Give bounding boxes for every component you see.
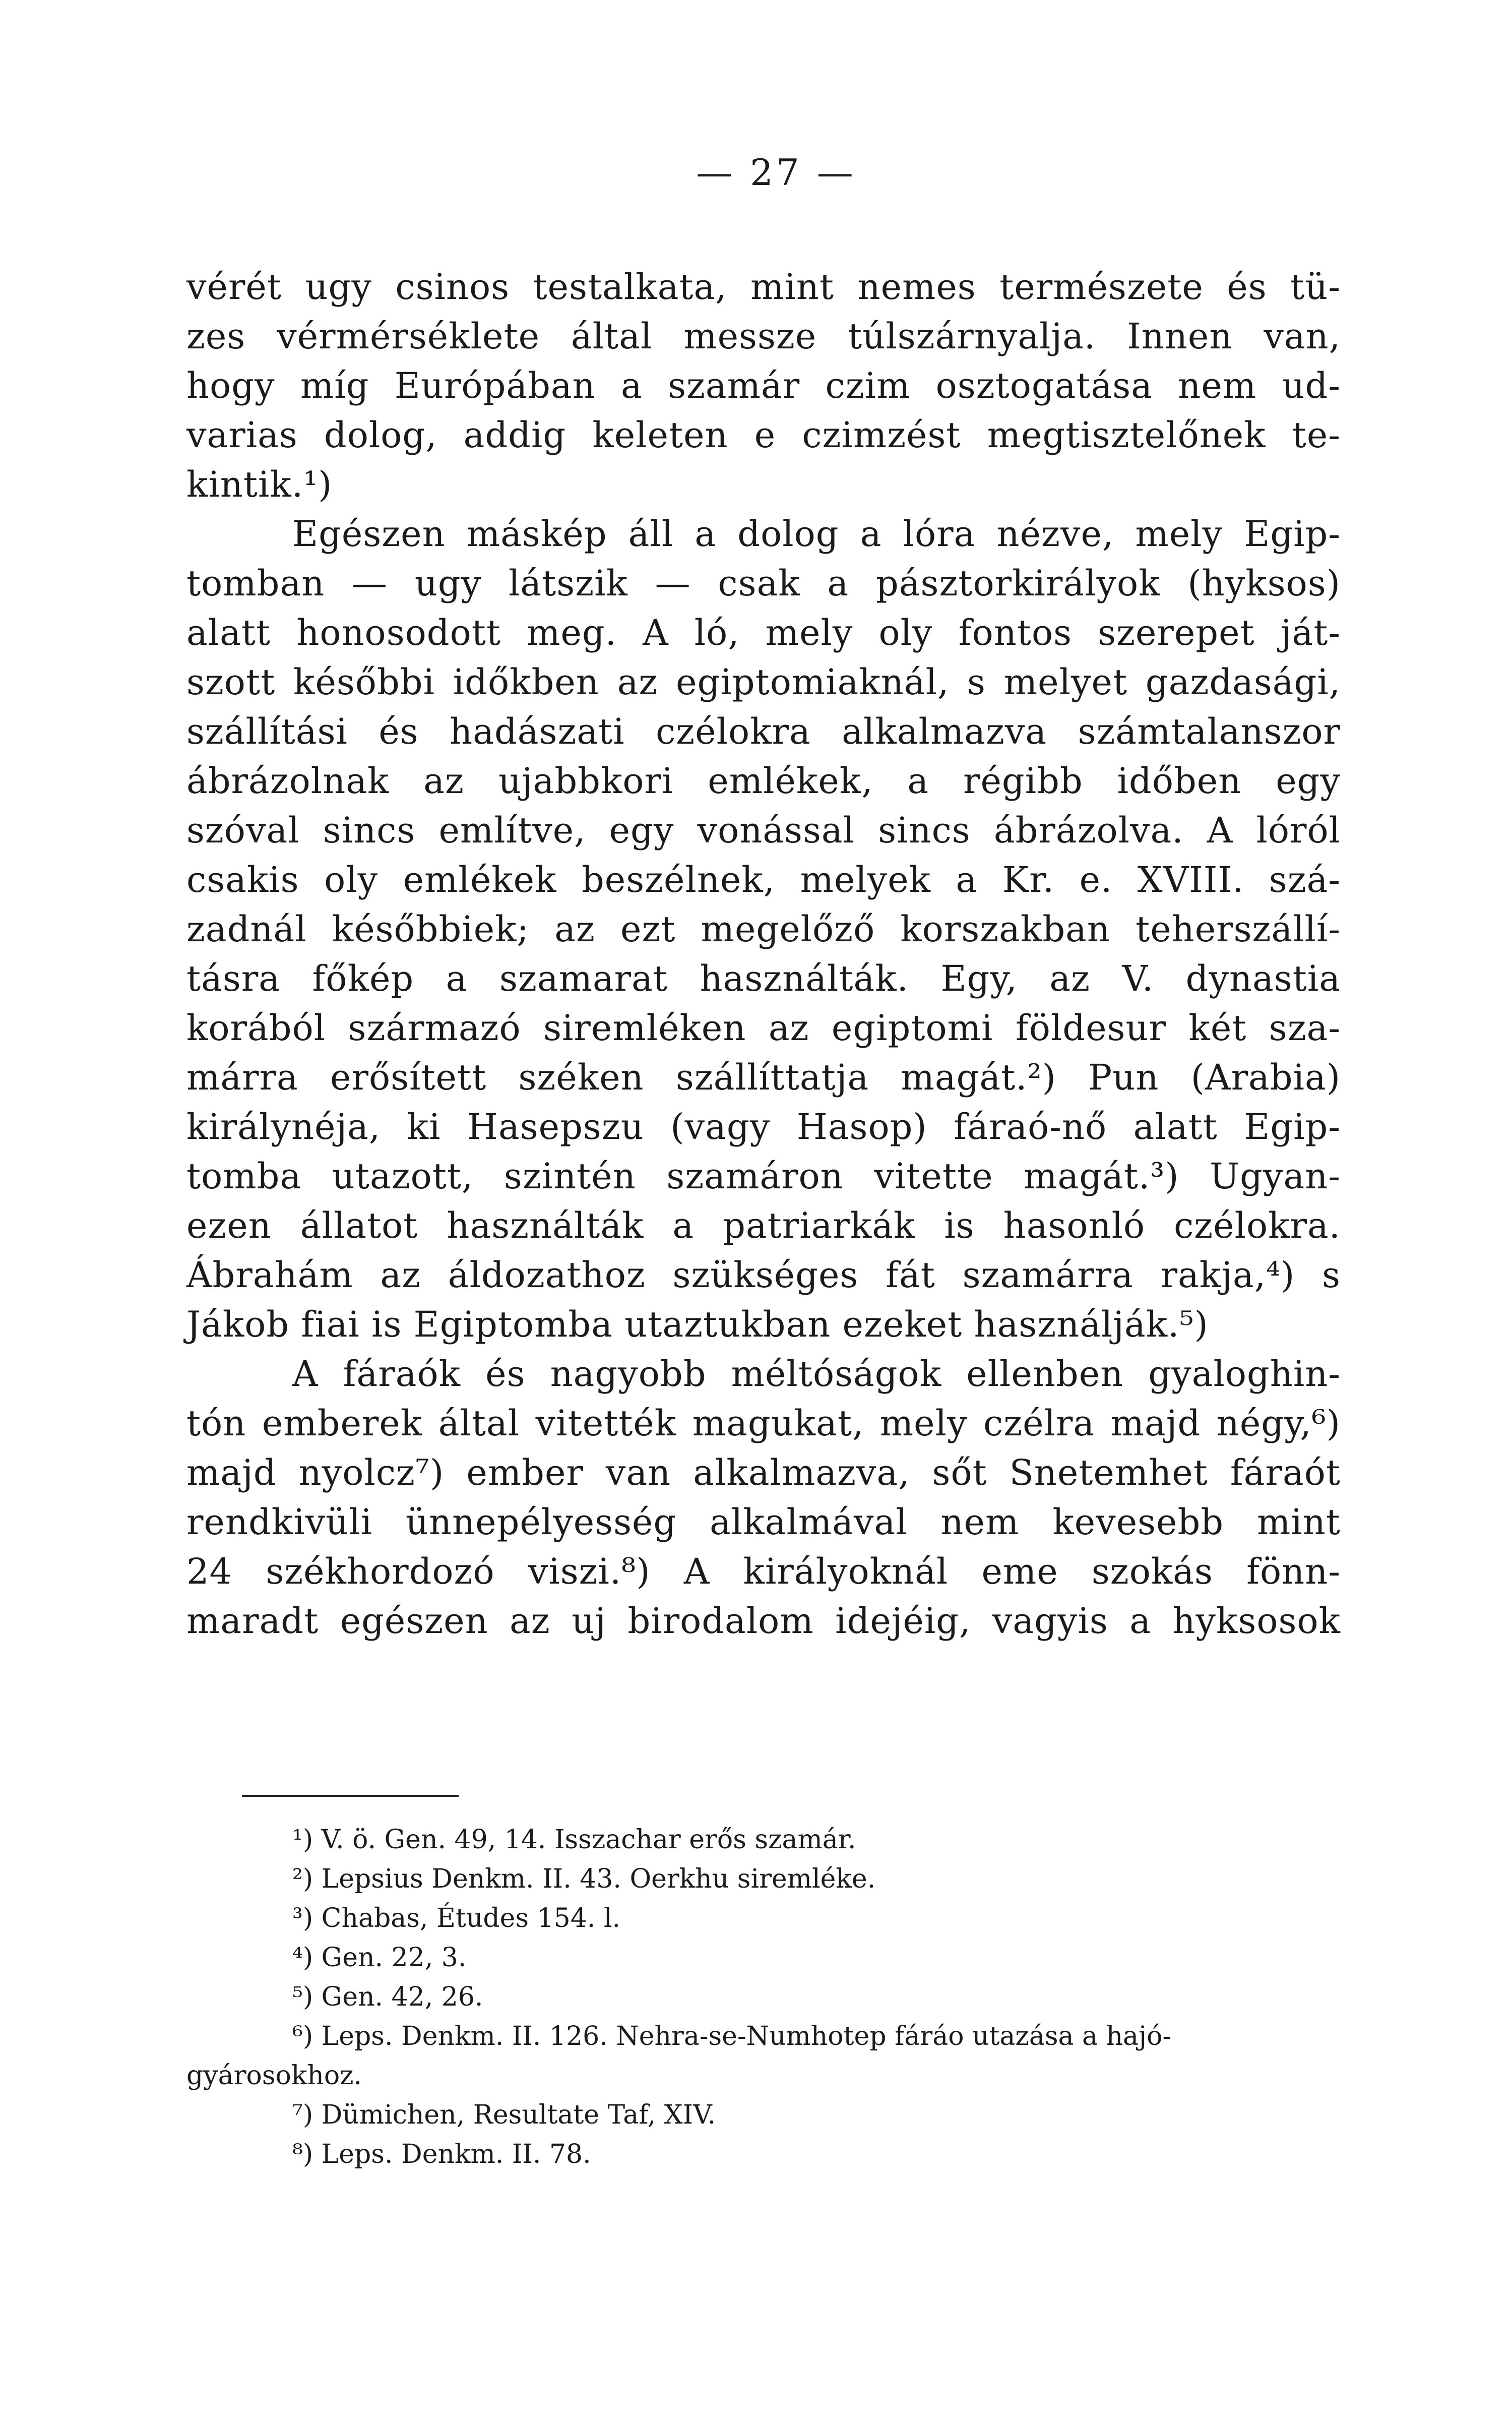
text-line: szóval sincs említve, egy vonással sincs ábrázolva. A lóról xyxy=(186,810,1341,851)
text-line: majd nyolcz⁷) ember van alkalmazva, sőt Snetemhet fáraót xyxy=(186,1452,1341,1493)
text-line: vérét ugy csinos testalkata, mint nemes természete és tü- xyxy=(186,266,1341,308)
text-line: szott későbbi időkben az egiptomiaknál, s melyet gazdasági, xyxy=(186,661,1341,703)
text-line: alatt honosodott meg. A ló, mely oly fontos szerepet ját- xyxy=(186,612,1341,653)
body-text xyxy=(186,262,1341,1646)
footnote: ⁷) Dümichen, Resultate Taf, XIV. xyxy=(292,2100,716,2130)
footnote: ²) Lepsius Denkm. II. 43. Oerkhu siremléke. xyxy=(292,1864,876,1894)
text-line: ezen állatot használták a patriarkák is hasonló czélokra. xyxy=(186,1205,1341,1246)
text-line: márra erősített széken szállíttatja magát.²) Pun (Arabia) xyxy=(186,1057,1341,1098)
text-line: ábrázolnak az ujabbkori emlékek, a régibb időben egy xyxy=(186,760,1341,802)
footnote-divider xyxy=(242,1795,459,1797)
footnotes xyxy=(186,1820,1341,2174)
text-line: zes vérmérséklete által messze túlszárnyalja. Innen van, xyxy=(186,316,1341,357)
footnote: ¹) V. ö. Gen. 49, 14. Isszachar erős szamár. xyxy=(292,1825,856,1855)
text-line: csakis oly emlékek beszélnek, melyek a Kr. e. XVIII. szá- xyxy=(186,859,1341,900)
footnote-continuation: gyárosokhoz. xyxy=(186,2061,362,2091)
text-line: királynéja, ki Hasepszu (vagy Hasop) fáraó-nő alatt Egip- xyxy=(186,1106,1341,1147)
text-line: korából származó siremléken az egiptomi földesur két sza- xyxy=(186,1007,1341,1049)
text-line: rendkivüli ünnepélyesség alkalmával nem kevesebb mint xyxy=(186,1501,1341,1543)
text-line: varias dolog, addig keleten e czimzést megtisztelőnek te- xyxy=(186,414,1341,456)
footnote: ³) Chabas, Études 154. l. xyxy=(292,1903,621,1933)
text-line: maradt egészen az uj birodalom idejéig, vagyis a hyksosok xyxy=(186,1600,1341,1642)
footnote: ⁸) Leps. Denkm. II. 78. xyxy=(292,2139,591,2169)
text-line: hogy míg Európában a szamár czim osztogatása nem ud- xyxy=(186,365,1341,406)
footnote: ⁵) Gen. 42, 26. xyxy=(292,1982,483,2012)
text-line: Ábrahám az áldozathoz szükséges fát szamárra rakja,⁴) s xyxy=(186,1254,1341,1296)
text-line: zadnál későbbiek; az ezt megelőző korszakban teherszállí- xyxy=(186,909,1341,950)
text-line: kintik.¹) xyxy=(186,464,333,505)
text-line: tomban — ugy látszik — csak a pásztorkirályok (hyksos) xyxy=(186,563,1341,604)
footnote: ⁶) Leps. Denkm. II. 126. Nehra-se-Numhotep fáráo utazása a hajó- xyxy=(292,2021,1172,2051)
text-line: Jákob fiai is Egiptomba utaztukban ezeket használják.⁵) xyxy=(186,1304,1209,1345)
text-line: 24 székhordozó viszi.⁸) A királyoknál eme szokás fönn- xyxy=(186,1551,1341,1592)
text-line: Egészen máskép áll a dolog a lóra nézve, mely Egip- xyxy=(292,513,1341,555)
text-line: szállítási és hadászati czélokra alkalmazva számtalanszor xyxy=(186,711,1341,752)
footnote: ⁴) Gen. 22, 3. xyxy=(292,1943,467,1973)
text-line: A fáraók és nagyobb méltóságok ellenben gyaloghin- xyxy=(292,1353,1341,1395)
text-line: tón emberek által vitették magukat, mely czélra majd négy,⁶) xyxy=(186,1403,1341,1444)
text-line: tásra főkép a szamarat használták. Egy, az V. dynastia xyxy=(186,958,1341,999)
text-line: tomba utazott, szintén szamáron vitette magát.³) Ugyan- xyxy=(186,1156,1341,1197)
page-number: — 27 — xyxy=(696,151,856,194)
